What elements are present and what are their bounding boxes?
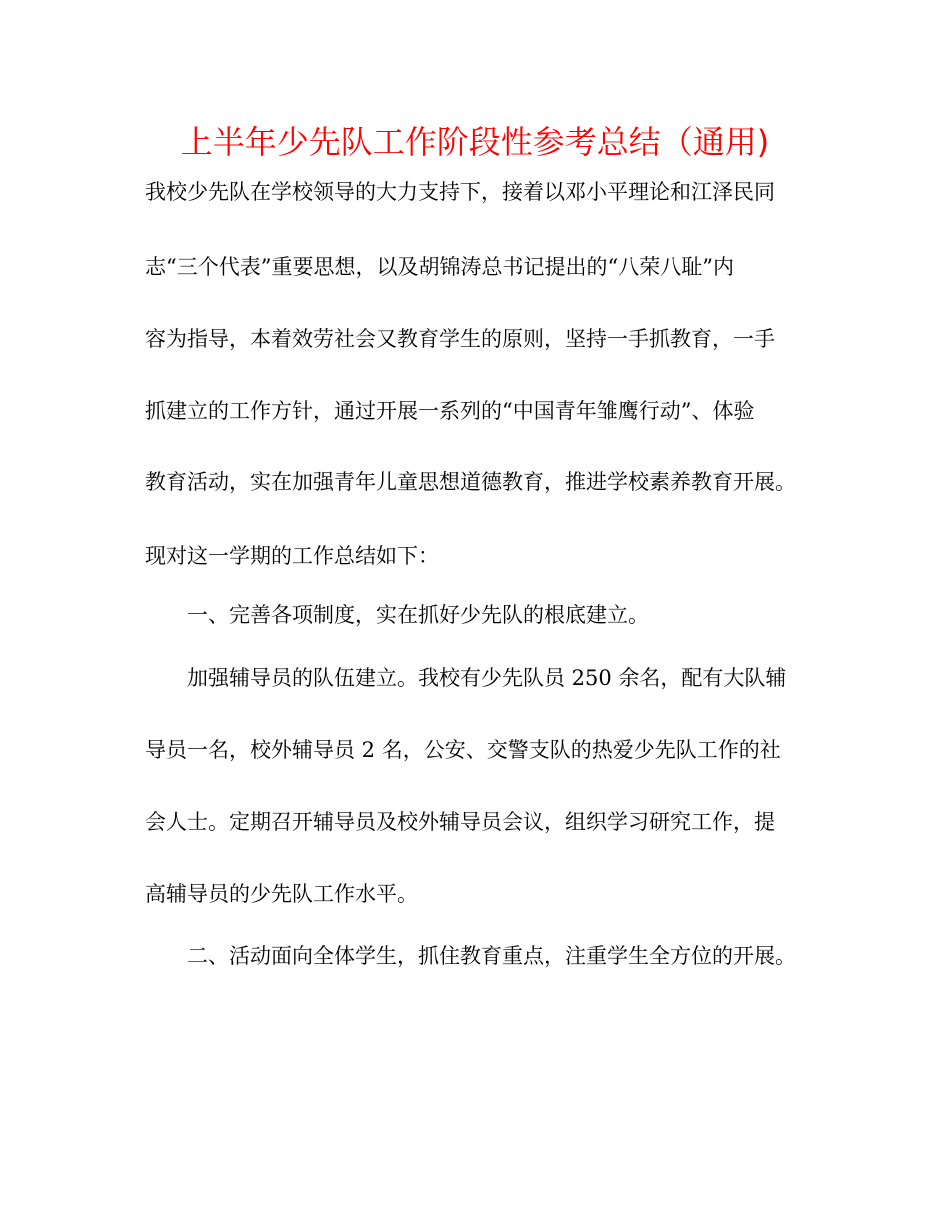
paragraph-line: 容为指导，本着效劳社会又教育学生的原则，坚持一手抓教育，一手 bbox=[145, 327, 775, 351]
paragraph-line: 导员一名，校外辅导员 2 名，公安、交警支队的热爱少先队工作的社 bbox=[145, 738, 781, 762]
paragraph-line: 加强辅导员的队伍建立。我校有少先队员 250 余名，配有大队辅 bbox=[187, 666, 787, 690]
paragraph-line: 教育活动，实在加强青年儿童思想道德教育，推进学校素养教育开展。 bbox=[145, 470, 796, 494]
paragraph-line: 高辅导员的少先队工作水平。 bbox=[145, 882, 418, 906]
page-title: 上半年少先队工作阶段性参考总结（通用) bbox=[180, 123, 770, 161]
paragraph-line: 志“三个代表”重要思想，以及胡锦涛总书记提出的“八荣八耻”内 bbox=[145, 255, 734, 279]
paragraph-line: 我校少先队在学校领导的大力支持下，接着以邓小平理论和江泽民同 bbox=[145, 180, 775, 204]
paragraph-line: 会人士。定期召开辅导员及校外辅导员会议，组织学习研究工作，提 bbox=[145, 810, 775, 834]
section-heading: 二、活动面向全体学生，抓住教育重点，注重学生全方位的开展。 bbox=[187, 944, 796, 968]
paragraph-line: 抓建立的工作方针，通过开展一系列的“中国青年雏鹰行动”、体验 bbox=[145, 399, 755, 423]
section-heading: 一、完善各项制度，实在抓好少先队的根底建立。 bbox=[187, 603, 649, 627]
paragraph-line: 现对这一学期的工作总结如下： bbox=[145, 544, 439, 568]
